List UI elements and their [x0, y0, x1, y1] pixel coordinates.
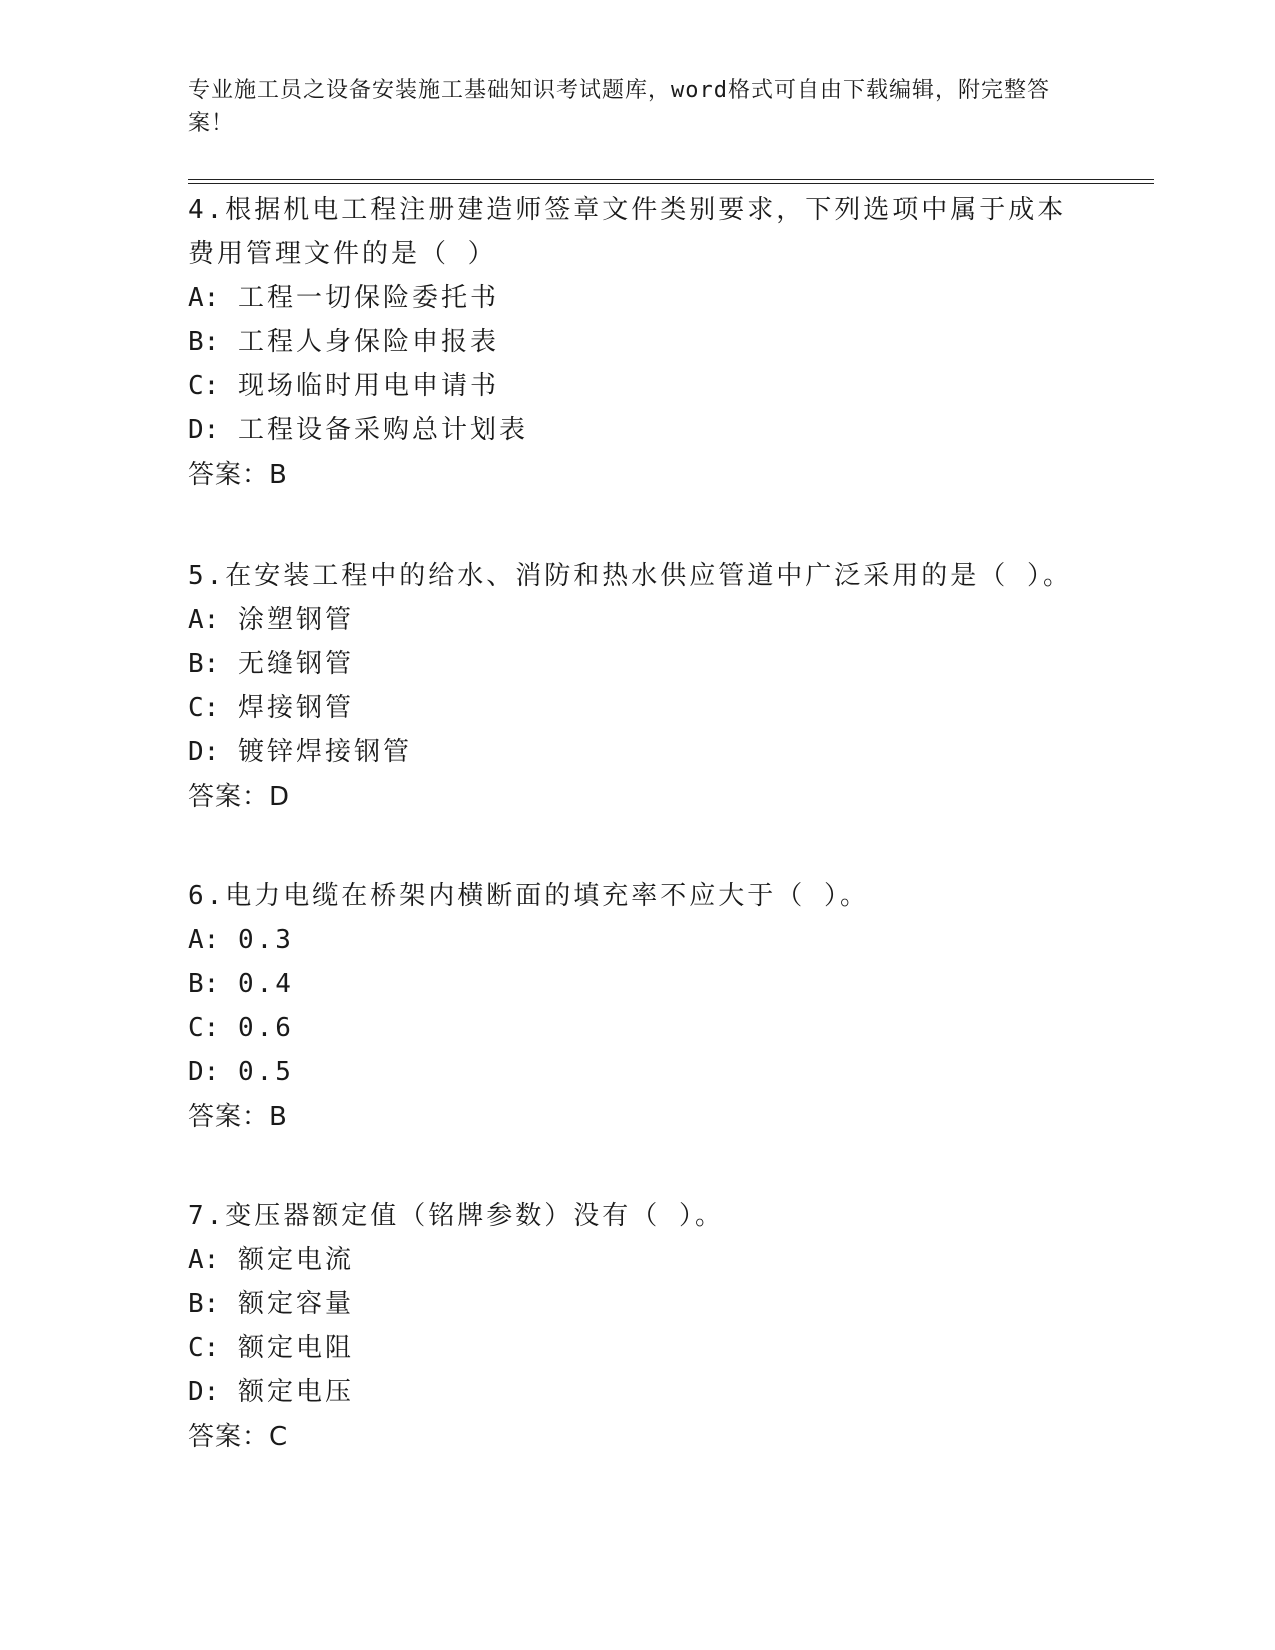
answer: 答案：C	[188, 1422, 289, 1452]
option-letter: B:	[188, 327, 220, 357]
option-letter: A:	[188, 1245, 220, 1275]
option-letter: C:	[188, 693, 220, 723]
document-header: 专业施工员之设备安装施工基础知识考试题库，word格式可自由下载编辑，附完整答案！	[188, 78, 1050, 136]
question-6	[188, 874, 1088, 1140]
question-stem: 5.在安装工程中的给水、消防和热水供应管道中广泛采用的是（ ）。	[188, 561, 1072, 591]
option-letter: C:	[188, 371, 220, 401]
question-stem: 6.电力电缆在桥架内横断面的填充率不应大于（ ）。	[188, 881, 869, 911]
header-divider-top	[188, 179, 1154, 180]
header-divider-bottom	[188, 183, 1154, 184]
option-c	[188, 364, 1088, 408]
option-text: 额定容量	[237, 1289, 354, 1319]
option-text: 0.3	[237, 925, 294, 955]
option-letter: B:	[188, 649, 220, 679]
option-text: 额定电阻	[237, 1333, 354, 1363]
option-text: 焊接钢管	[237, 693, 354, 723]
option-letter: C:	[188, 1333, 220, 1363]
option-a	[188, 276, 1088, 320]
option-letter: A:	[188, 925, 220, 955]
question-4	[188, 188, 1088, 498]
question-stem: 4.根据机电工程注册建造师签章文件类别要求，下列选项中属于成本费用管理文件的是（ ）	[188, 195, 1067, 269]
option-letter: D:	[188, 415, 220, 445]
option-text: 0.4	[237, 969, 294, 999]
answer: 答案：B	[188, 460, 288, 490]
option-c	[188, 1326, 1088, 1370]
option-a	[188, 598, 1088, 642]
option-c	[188, 1006, 1088, 1050]
option-letter: D:	[188, 737, 220, 767]
option-text: 涂塑钢管	[237, 605, 354, 635]
option-text: 额定电流	[237, 1245, 354, 1275]
option-c	[188, 686, 1088, 730]
option-text: 0.5	[237, 1057, 294, 1087]
option-a	[188, 918, 1088, 962]
question-7	[188, 1194, 1088, 1460]
option-letter: D:	[188, 1057, 220, 1087]
option-text: 无缝钢管	[237, 649, 354, 679]
option-text: 工程设备采购总计划表	[237, 415, 528, 445]
answer: 答案：D	[188, 782, 291, 812]
option-b	[188, 320, 1088, 364]
question-stem: 7.变压器额定值（铭牌参数）没有（ ）。	[188, 1201, 724, 1231]
option-text: 0.6	[237, 1013, 294, 1043]
option-d	[188, 730, 1088, 774]
option-b	[188, 642, 1088, 686]
option-d	[188, 408, 1088, 452]
option-d	[188, 1370, 1088, 1414]
question-5	[188, 554, 1088, 820]
option-a	[188, 1238, 1088, 1282]
option-letter: D:	[188, 1377, 220, 1407]
option-text: 镀锌焊接钢管	[237, 737, 412, 767]
option-text: 额定电压	[237, 1377, 354, 1407]
option-text: 工程一切保险委托书	[237, 283, 499, 313]
option-b	[188, 1282, 1088, 1326]
option-letter: B:	[188, 969, 220, 999]
answer: 答案：B	[188, 1102, 288, 1132]
option-text: 现场临时用电申请书	[237, 371, 499, 401]
option-d	[188, 1050, 1088, 1094]
option-text: 工程人身保险申报表	[237, 327, 499, 357]
option-letter: C:	[188, 1013, 220, 1043]
option-letter: B:	[188, 1289, 220, 1319]
option-letter: A:	[188, 605, 220, 635]
option-letter: A:	[188, 283, 220, 313]
option-b	[188, 962, 1088, 1006]
